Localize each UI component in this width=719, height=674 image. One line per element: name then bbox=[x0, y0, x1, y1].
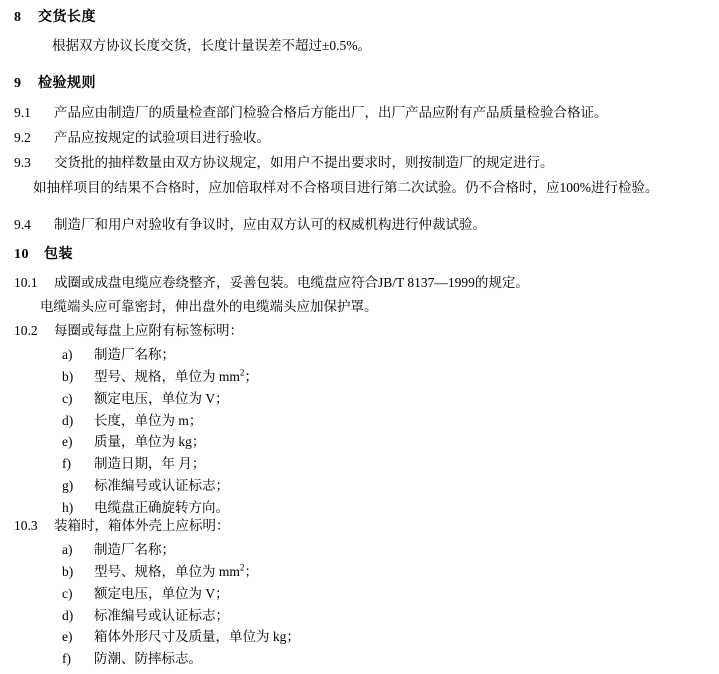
list-item-label: c) bbox=[62, 585, 73, 601]
clause-text-10-3: 装箱时，箱体外壳上应标明： bbox=[54, 518, 230, 533]
list-item-superscript: 2 bbox=[239, 367, 245, 378]
list-item bbox=[62, 453, 682, 475]
list-item bbox=[62, 344, 682, 366]
clause-9-3 bbox=[14, 152, 704, 174]
list-item-text: 标准编号或认证标志； bbox=[94, 478, 229, 494]
list-item-text: 质量，单位为 kg； bbox=[94, 434, 206, 450]
list-item bbox=[62, 410, 682, 432]
section-8-paragraph: 根据双方协议长度交货，长度计量误差不超过±0.5%。 bbox=[52, 38, 372, 53]
list-item-text: 标准编号或认证标志； bbox=[94, 607, 229, 623]
list-item-label: b) bbox=[62, 368, 74, 384]
list-item-text: 额定电压，单位为 V； bbox=[94, 390, 229, 406]
list-item-text: 制造日期，年 月； bbox=[94, 456, 206, 472]
section-number-10: 10 bbox=[14, 247, 29, 262]
list-item-label: h) bbox=[62, 500, 74, 516]
clause-text-9-4: 制造厂和用户对验收有争议时，应由双方认可的权威机构进行仲裁试验。 bbox=[54, 217, 486, 232]
clause-number-10-3: 10.3 bbox=[14, 518, 38, 533]
section-number-8: 8 bbox=[14, 10, 22, 25]
list-item-text: 长度，单位为 m； bbox=[94, 412, 203, 428]
clause-text-9-2: 产品应按规定的试验项目进行验收。 bbox=[54, 130, 270, 145]
section-heading-9 bbox=[14, 72, 96, 92]
section-title-10: 包装 bbox=[44, 247, 73, 262]
list-item-label: g) bbox=[62, 478, 74, 494]
list-item bbox=[62, 431, 682, 453]
list-item-text: 额定电压，单位为 V； bbox=[94, 585, 229, 601]
clause-text-10-2: 每圈或每盘上应附有标签标明： bbox=[54, 323, 243, 338]
clause-10-1-continuation: 电缆端头应可靠密封，伸出盘外的电缆端头应加保护罩。 bbox=[40, 299, 378, 314]
list-item-text: 型号、规格，单位为 mm bbox=[94, 563, 240, 579]
list-item bbox=[62, 648, 682, 670]
clause-9-2 bbox=[14, 127, 704, 149]
list-item bbox=[62, 366, 682, 388]
clause-text-9-3: 交货批的抽样数量由双方协议规定，如用户不提出要求时，则按制造厂的规定进行。 bbox=[54, 155, 554, 170]
list-item-text: 防潮、防摔标志。 bbox=[94, 651, 202, 667]
section-title-8: 交货长度 bbox=[38, 10, 96, 25]
list-item-label: f) bbox=[62, 651, 71, 667]
list-item-label: d) bbox=[62, 412, 74, 428]
list-item-tail: ； bbox=[244, 368, 258, 384]
list-item-text: 电缆盘正确旋转方向。 bbox=[94, 500, 229, 516]
clause-10-3 bbox=[14, 515, 704, 537]
list-item bbox=[62, 388, 682, 410]
list-item-label: f) bbox=[62, 456, 71, 472]
list-item bbox=[62, 475, 682, 497]
section-heading-10 bbox=[14, 243, 73, 263]
clause-10-1 bbox=[14, 272, 704, 294]
list-item-label: b) bbox=[62, 563, 74, 579]
list-item bbox=[62, 583, 682, 605]
list-item bbox=[62, 539, 682, 561]
clause-9-1 bbox=[14, 102, 704, 124]
list-item-label: a) bbox=[62, 347, 73, 362]
list-item-label: e) bbox=[62, 434, 73, 450]
clause-text-9-1: 产品应由制造厂的质量检查部门检验合格后方能出厂，出厂产品应附有产品质量检验合格证。 bbox=[54, 105, 608, 120]
clause-number-9-3: 9.3 bbox=[14, 155, 31, 170]
clause-9-3-continuation: 如抽样项目的结果不合格时，应加倍取样对不合格项目进行第二次试验。仍不合格时，应100%进行检验。 bbox=[33, 180, 659, 195]
list-item bbox=[62, 605, 682, 627]
list-item-text: 制造厂名称； bbox=[94, 347, 175, 362]
clause-number-10-2: 10.2 bbox=[14, 323, 38, 338]
clause-10-2 bbox=[14, 320, 704, 342]
section-number-9: 9 bbox=[14, 76, 22, 91]
list-item-label: d) bbox=[62, 607, 74, 623]
list-item-tail: ； bbox=[244, 563, 258, 579]
section-heading-8 bbox=[14, 6, 96, 26]
list-item-text: 制造厂名称； bbox=[94, 542, 175, 557]
clause-9-4 bbox=[14, 214, 704, 236]
list-item-superscript: 2 bbox=[239, 562, 245, 573]
clause-number-9-2: 9.2 bbox=[14, 130, 31, 145]
section-title-9: 检验规则 bbox=[38, 76, 96, 91]
list-item-label: a) bbox=[62, 542, 73, 557]
list-item-text: 型号、规格，单位为 mm bbox=[94, 368, 240, 384]
clause-10-2-list bbox=[62, 344, 682, 519]
list-item-label: e) bbox=[62, 629, 73, 645]
clause-number-10-1: 10.1 bbox=[14, 275, 38, 290]
list-item bbox=[62, 561, 682, 583]
clause-number-9-4: 9.4 bbox=[14, 217, 31, 232]
list-item-label: c) bbox=[62, 390, 73, 406]
list-item bbox=[62, 626, 682, 648]
clause-10-3-list bbox=[62, 539, 682, 670]
clause-number-9-1: 9.1 bbox=[14, 105, 31, 120]
clause-text-10-1: 成圈或成盘电缆应卷绕整齐，妥善包装。电缆盘应符合JB/T 8137—1999的规定。 bbox=[54, 275, 529, 290]
list-item-text: 箱体外形尺寸及质量，单位为 kg； bbox=[94, 629, 300, 645]
